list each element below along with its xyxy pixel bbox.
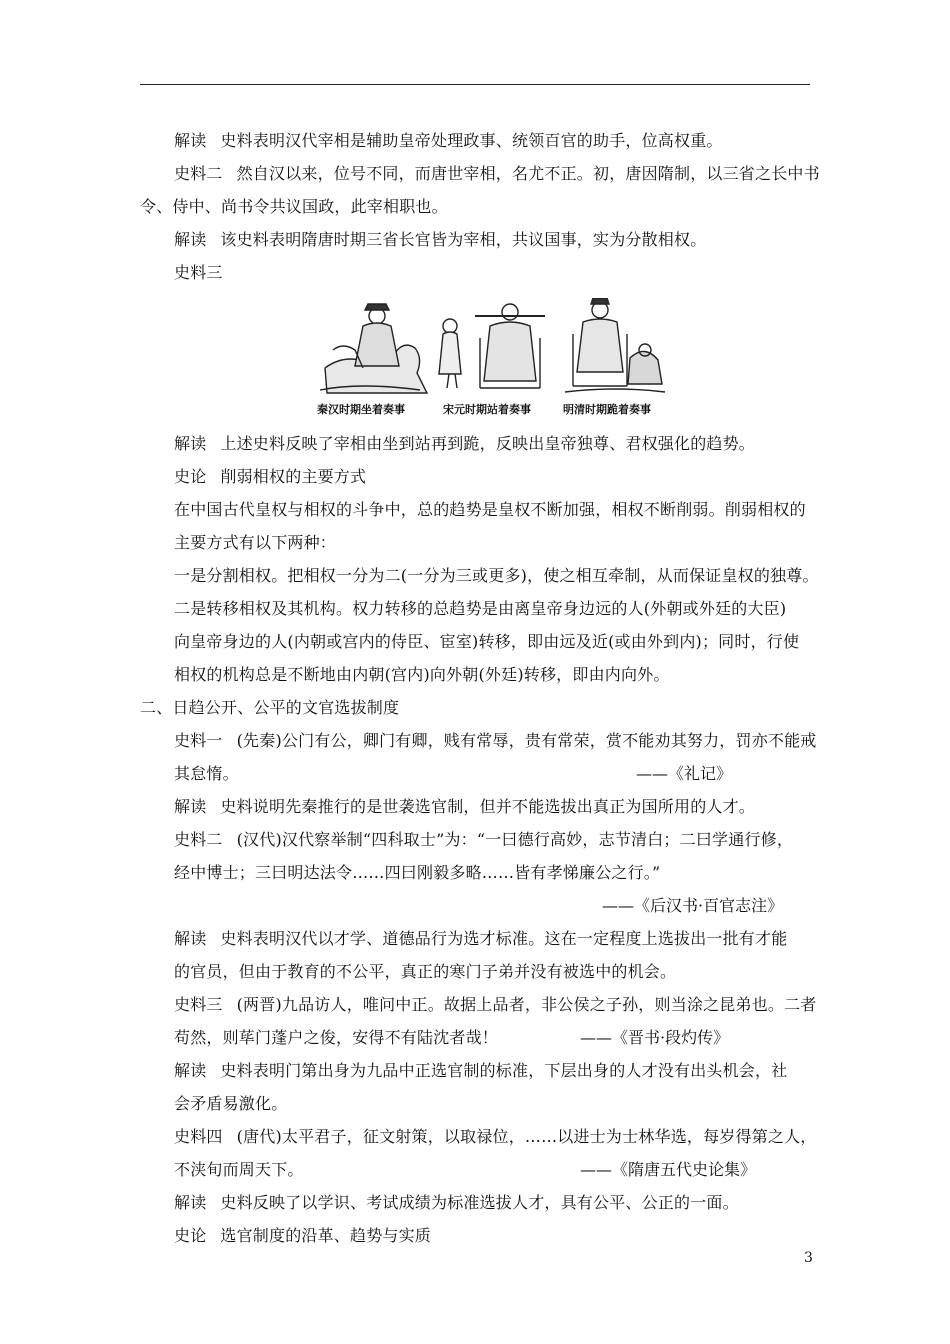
para-11-cont: 其怠惰。 xyxy=(174,764,239,783)
para-12: 解读 史料说明先秦推行的是世袭选官制，但并不能选拔出真正为国所用的人才。 xyxy=(174,797,756,816)
para-15-cont: 苟然，则荜门蓬户之俊，安得不有陆沈者哉！ xyxy=(174,1028,499,1047)
para-6: 史论 削弱相权的主要方式 xyxy=(174,467,367,486)
para-14: 解读 史料表明汉代以才学、道德品行为选才标准。这在一定程度上选拔出一批有才能 xyxy=(174,929,788,948)
source-suitang: ——《隋唐五代史论集》 xyxy=(580,1160,757,1179)
para-9-cont: 向皇帝身边的人(内朝或宫内的侍臣、宦室)转移，即由远及近(或由外到内)；同时，行使 xyxy=(174,632,800,651)
para-17: 史料四 (唐代)太平君子，征文射策，以取禄位，……以进士为士林华选，每岁得第之人， xyxy=(174,1127,817,1146)
header-rule xyxy=(140,84,810,85)
para-7-cont: 主要方式有以下两种： xyxy=(174,533,337,552)
section-heading: 二、日趋公开、公平的文官选拔制度 xyxy=(140,698,400,717)
caption-ming-qing: 明清时期跪着奏事 xyxy=(563,403,651,416)
para-1: 解读 史料表明汉代宰相是辅助皇帝处理政事、统领百官的助手，位高权重。 xyxy=(174,131,723,150)
source-liji: ——《礼记》 xyxy=(636,764,733,783)
para-9: 二是转移相权及其机构。权力转移的总趋势是由离皇帝身边远的人(外朝或外廷的大臣) xyxy=(174,599,787,618)
page-number: 3 xyxy=(804,1250,813,1266)
source-jinshu: ——《晋书·段灼传》 xyxy=(580,1028,730,1047)
para-5: 解读 上述史料反映了宰相由坐到站再到跪，反映出皇帝独尊、君权强化的趋势。 xyxy=(174,434,756,453)
para-14-cont: 的官员，但由于教育的不公平，真正的寒门子弟并没有被选中的机会。 xyxy=(174,962,677,981)
para-13: 史料二 (汉代)汉代察举制“四科取士”为：“一曰德行高妙，志节清白；二曰学通行修， xyxy=(174,830,794,849)
para-2-cont: 令、侍中、尚书令共议国政，此宰相职也。 xyxy=(140,197,448,216)
chancellor-illustration xyxy=(315,298,670,398)
source-houhanshu: ——《后汉书·百官志注》 xyxy=(602,896,784,915)
chancellor-figure xyxy=(315,298,670,418)
para-16-cont: 会矛盾易激化。 xyxy=(174,1094,288,1113)
caption-qin-han: 秦汉时期坐着奏事 xyxy=(317,403,405,416)
para-17-cont: 不浃旬而周天下。 xyxy=(174,1160,304,1179)
para-11: 史料一 (先秦)公门有公，卿门有卿，贱有常辱，贵有常荣，赏不能劝其努力，罚亦不能戒 xyxy=(174,731,817,750)
para-7: 在中国古代皇权与相权的斗争中，总的趋势是皇权不断加强，相权不断削弱。削弱相权的 xyxy=(174,500,806,519)
para-2: 史料二 然自汉以来，位号不同，而唐世宰相，名尤不正。初，唐因隋制，以三省之长中书 xyxy=(174,164,820,183)
para-16: 解读 史料表明门第出身为九品中正选官制的标准，下层出身的人才没有出头机会，社 xyxy=(174,1061,788,1080)
para-3: 解读 该史料表明隋唐时期三省长官皆为宰相，共议国事，实为分散相权。 xyxy=(174,230,707,249)
para-13-cont: 经中博士；三曰明达法令……四曰刚毅多略……皆有孝悌廉公之行。” xyxy=(174,863,661,882)
para-18: 解读 史料反映了以学识、考试成绩为标准选拔人才，具有公平、公正的一面。 xyxy=(174,1193,739,1212)
para-9-cont2: 相权的机构总是不断地由内朝(宫内)向外朝(外廷)转移，即由内向外。 xyxy=(174,665,670,684)
para-15: 史料三 (两晋)九品访人，唯问中正。故据上品者，非公侯之子孙，则当涂之昆弟也。二者 xyxy=(174,995,817,1014)
caption-song-yuan: 宋元时期站着奏事 xyxy=(443,403,531,416)
para-19: 史论 选官制度的沿革、趋势与实质 xyxy=(174,1226,432,1245)
para-8: 一是分割相权。把相权一分为二(一分为三或更多)，使之相互牵制，从而保证皇权的独尊。 xyxy=(174,566,819,585)
para-4-label: 史料三 xyxy=(174,263,223,282)
